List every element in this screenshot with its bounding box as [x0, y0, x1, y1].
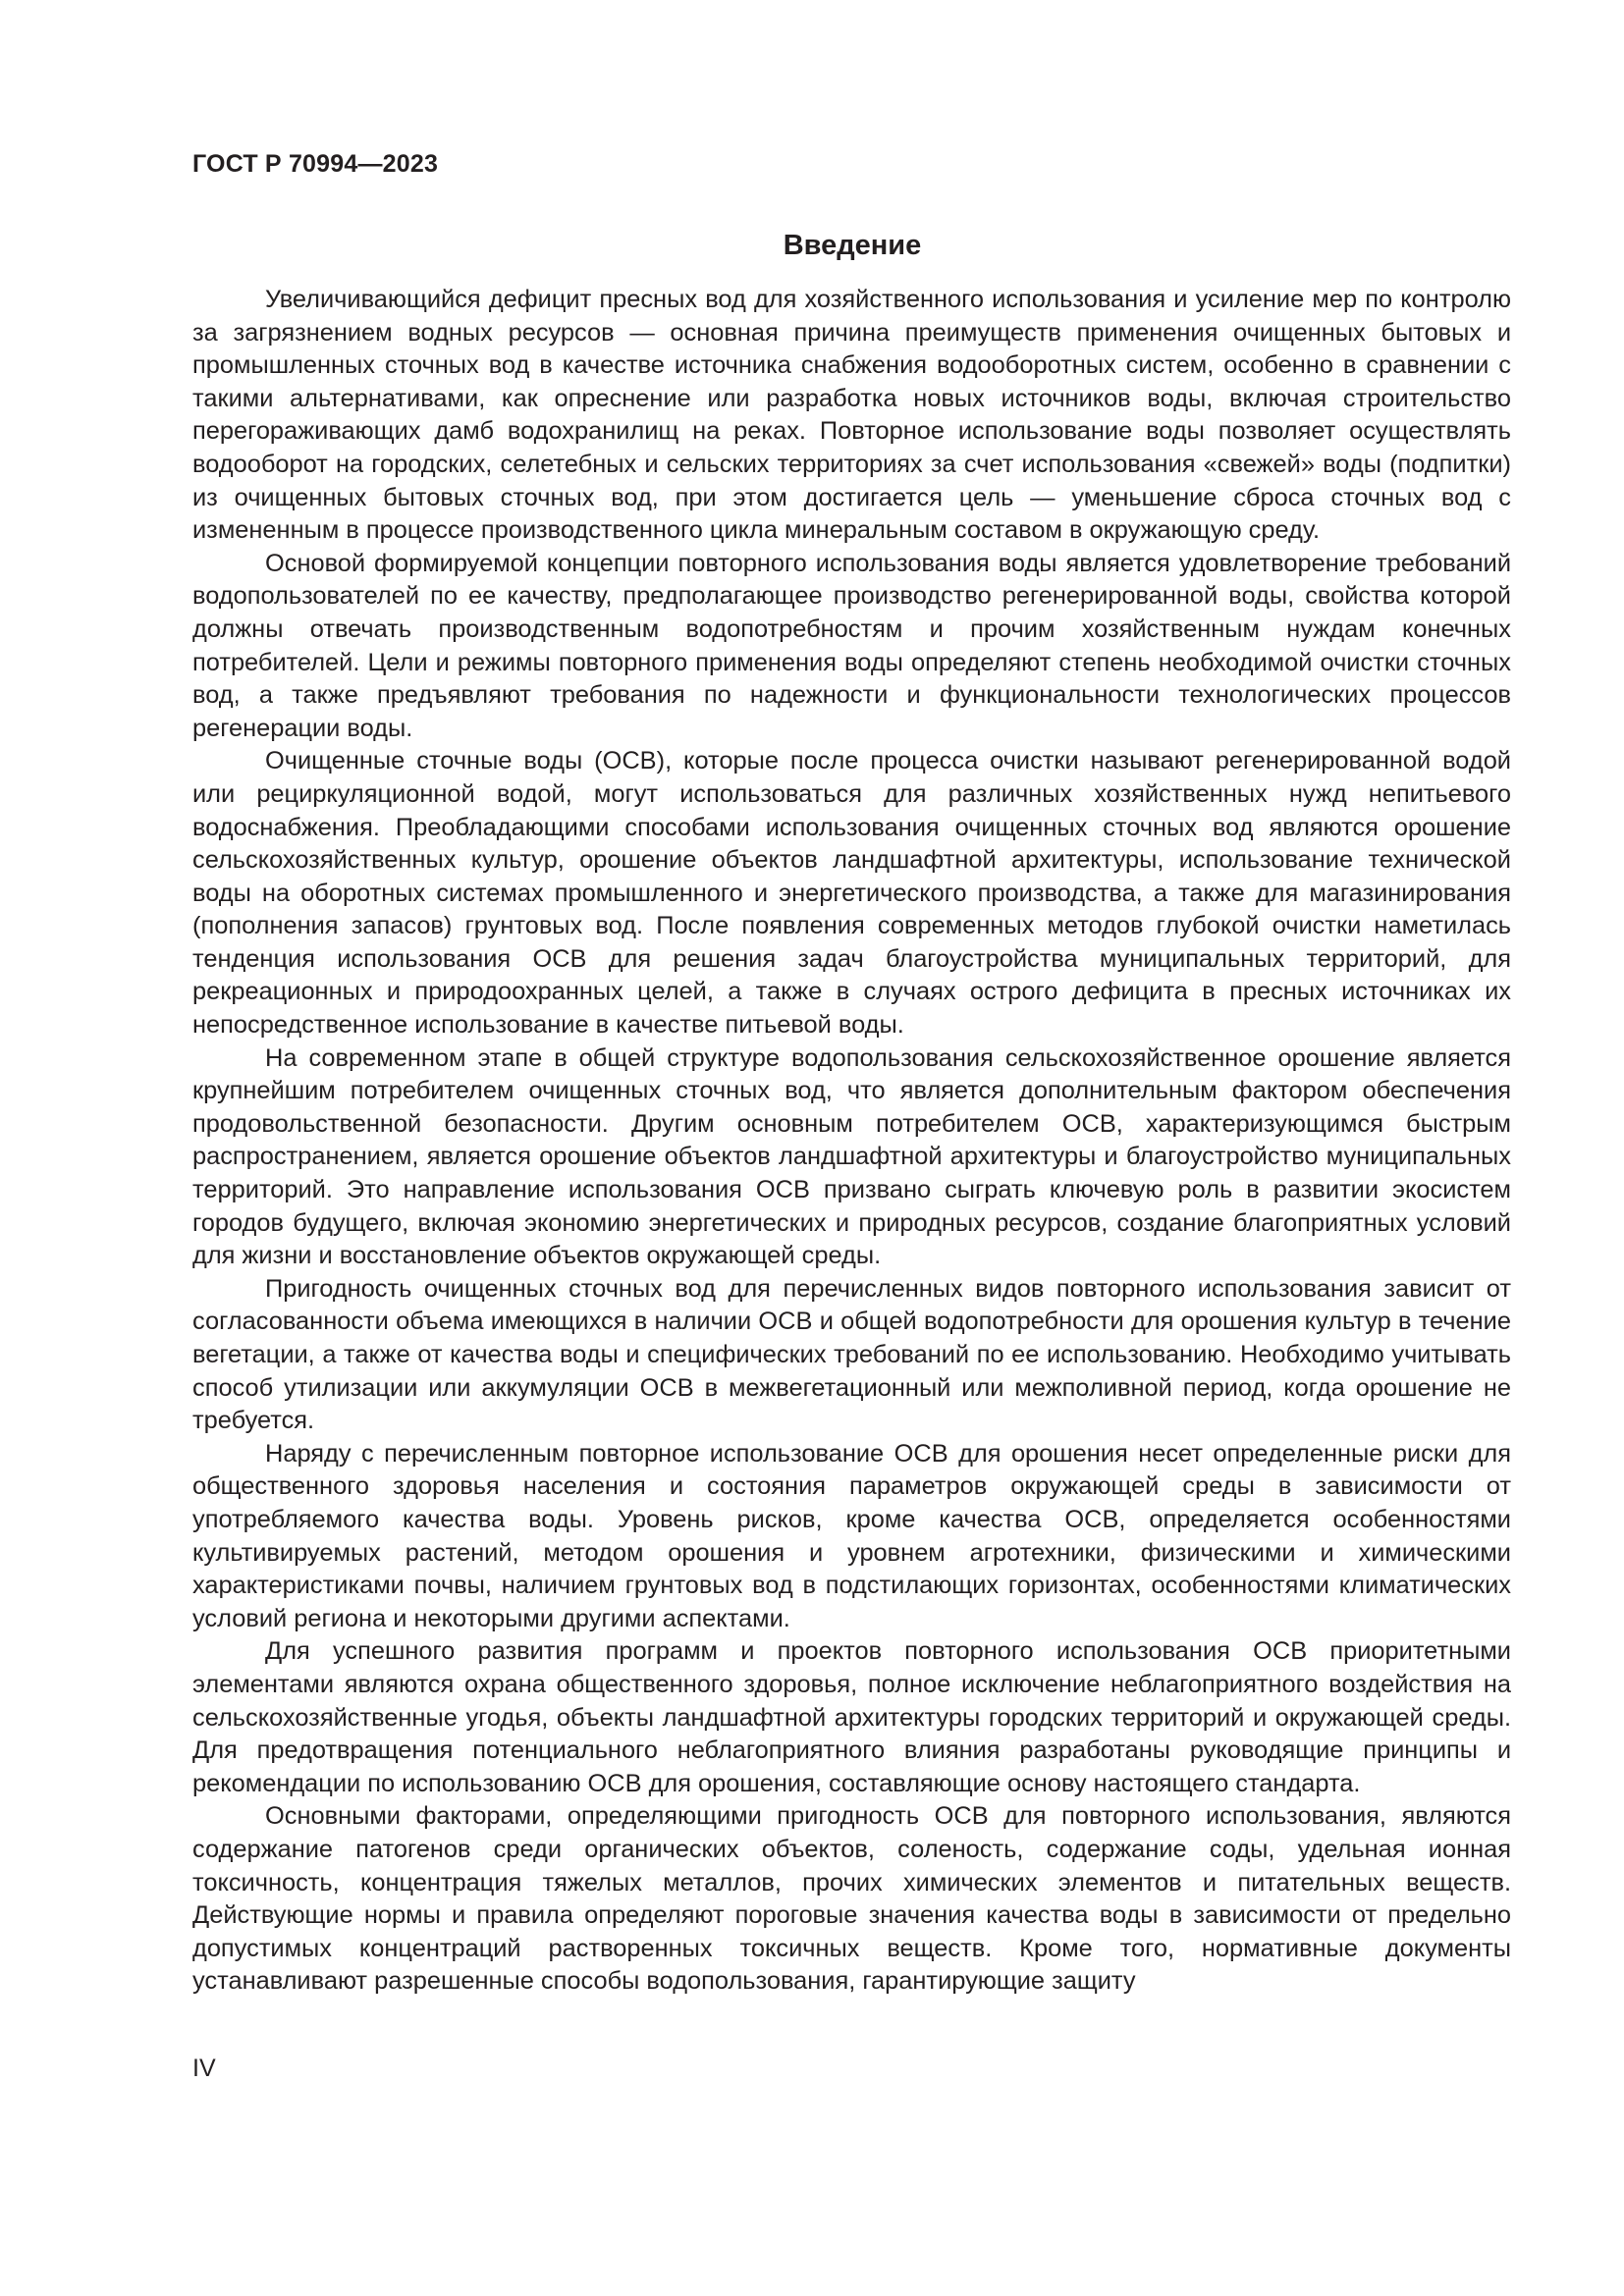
page-number: IV — [192, 2055, 216, 2082]
section-title: Введение — [783, 230, 922, 261]
paragraph: Увеличивающийся дефицит пресных вод для хозяйственного использования и усиление мер по контролю за загрязнением водных ресурсов — основная причина преимуществ применения очищенных бытовых и промышленных сточных вод в качестве источника снабжения водооборотных систем, особенно в сравнении с такими альтернативами, как опреснение или разработка новых источников воды, включая строительство перегораживающих дамб водохранилищ на реках. Повторное использование воды позволяет осуществлять водооборот на городских, селетебных и сельских территориях за счет использования «свежей» воды (подпитки) из очищенных бытовых сточных вод, при этом достигается цель — уменьшение сброса сточных вод с измененным в процессе производственного цикла минеральным составом в окружающую среду. — [192, 286, 1511, 545]
paragraph: Основными факторами, определяющими пригодность ОСВ для повторного использования, являются содержание патогенов среди органических объектов, соленость, содержание соды, удельная ионная токсичность, концентрация тяжелых металлов, прочих химических элементов и питательных веществ. Действующие нормы и правила определяют пороговые значения качества воды в зависимости от предельно допустимых концентраций растворенных токсичных веществ. Кроме того, нормативные документы устанавливают разрешенные способы водопользования, гарантирующие защиту — [192, 1802, 1511, 1996]
paragraph: Очищенные сточные воды (ОСВ), которые после процесса очистки называют регенерированной водой или рециркуляционной водой, могут использоваться для различных хозяйственных нужд непитьевого водоснабжения. Преобладающими способами использования очищенных сточных вод являются орошение сельскохозяйственных культур, орошение объектов ландшафтной архитектуры, использование технической воды на оборотных системах промышленного и энергетического производства, а также для магазинирования (пополнения запасов) грунтовых вод. После появления современных методов глубокой очистки наметилась тенденция использования ОСВ для решения задач благоустройства муниципальных территорий, для рекреационных и природоохранных целей, а также в случаях острого дефицита в пресных источниках их непосредственное использование в качестве питьевой воды. — [192, 747, 1511, 1040]
paragraph: Для успешного развития программ и проектов повторного использования ОСВ приоритетными элементами являются охрана общественного здоровья, полное исключение неблагоприятного воздействия на сельскохозяйственные угодья, объекты ландшафтной архитектуры городских территорий и окружающей среды. Для предотвращения потенциального неблагоприятного влияния разработаны руководящие принципы и рекомендации по использованию ОСВ для орошения, составляющие основу настоящего стандарта. — [192, 1637, 1511, 1797]
paragraph: Пригодность очищенных сточных вод для перечисленных видов повторного использования зависит от согласованности объема имеющихся в наличии ОСВ и общей водопотребности для орошения культур в течение вегетации, а также от качества воды и специфических требований по ее использованию. Необходимо учитывать способ утилизации или аккумуляции ОСВ в межвегетационный или межполивной период, когда орошение не требуется. — [192, 1274, 1511, 1435]
body-text — [192, 284, 1511, 1999]
document-code-header: ГОСТ Р 70994—2023 — [192, 150, 439, 178]
paragraph: Основой формируемой концепции повторного использования воды является удовлетворение требований водопользователей по ее качеству, предполагающее производство регенерированной воды, свойства которой должны отвечать производственным водопотребностям и прочим хозяйственным нуждам конечных потребителей. Цели и режимы повторного применения воды определяют степень необходимой очистки сточных вод, а также предъявляют требования по надежности и функциональности технологических процессов регенерации воды. — [192, 549, 1511, 742]
paragraph: На современном этапе в общей структуре водопользования сельскохозяйственное орошение является крупнейшим потребителем очищенных сточных вод, что является дополнительным фактором обеспечения продовольственной безопасности. Другим основным потребителем ОСВ, характеризующимся быстрым распространением, является орошение объектов ландшафтной архитектуры и благоустройство муниципальных территорий. Это направление использования ОСВ призвано сыграть ключевую роль в развитии экосистем городов будущего, включая экономию энергетических и природных ресурсов, создание благоприятных условий для жизни и восстановление объектов окружающей среды. — [192, 1043, 1511, 1270]
paragraph: Наряду с перечисленным повторное использование ОСВ для орошения несет определенные риски для общественного здоровья населения и состояния параметров окружающей среды в зависимости от употребляемого качества воды. Уровень рисков, кроме качества ОСВ, определяется особенностями культивируемых растений, методом орошения и уровнем агротехники, физическими и химическими характеристиками почвы, наличием грунтовых вод в подстилающих горизонтах, особенностями климатических условий региона и некоторыми другими аспектами. — [192, 1439, 1511, 1632]
